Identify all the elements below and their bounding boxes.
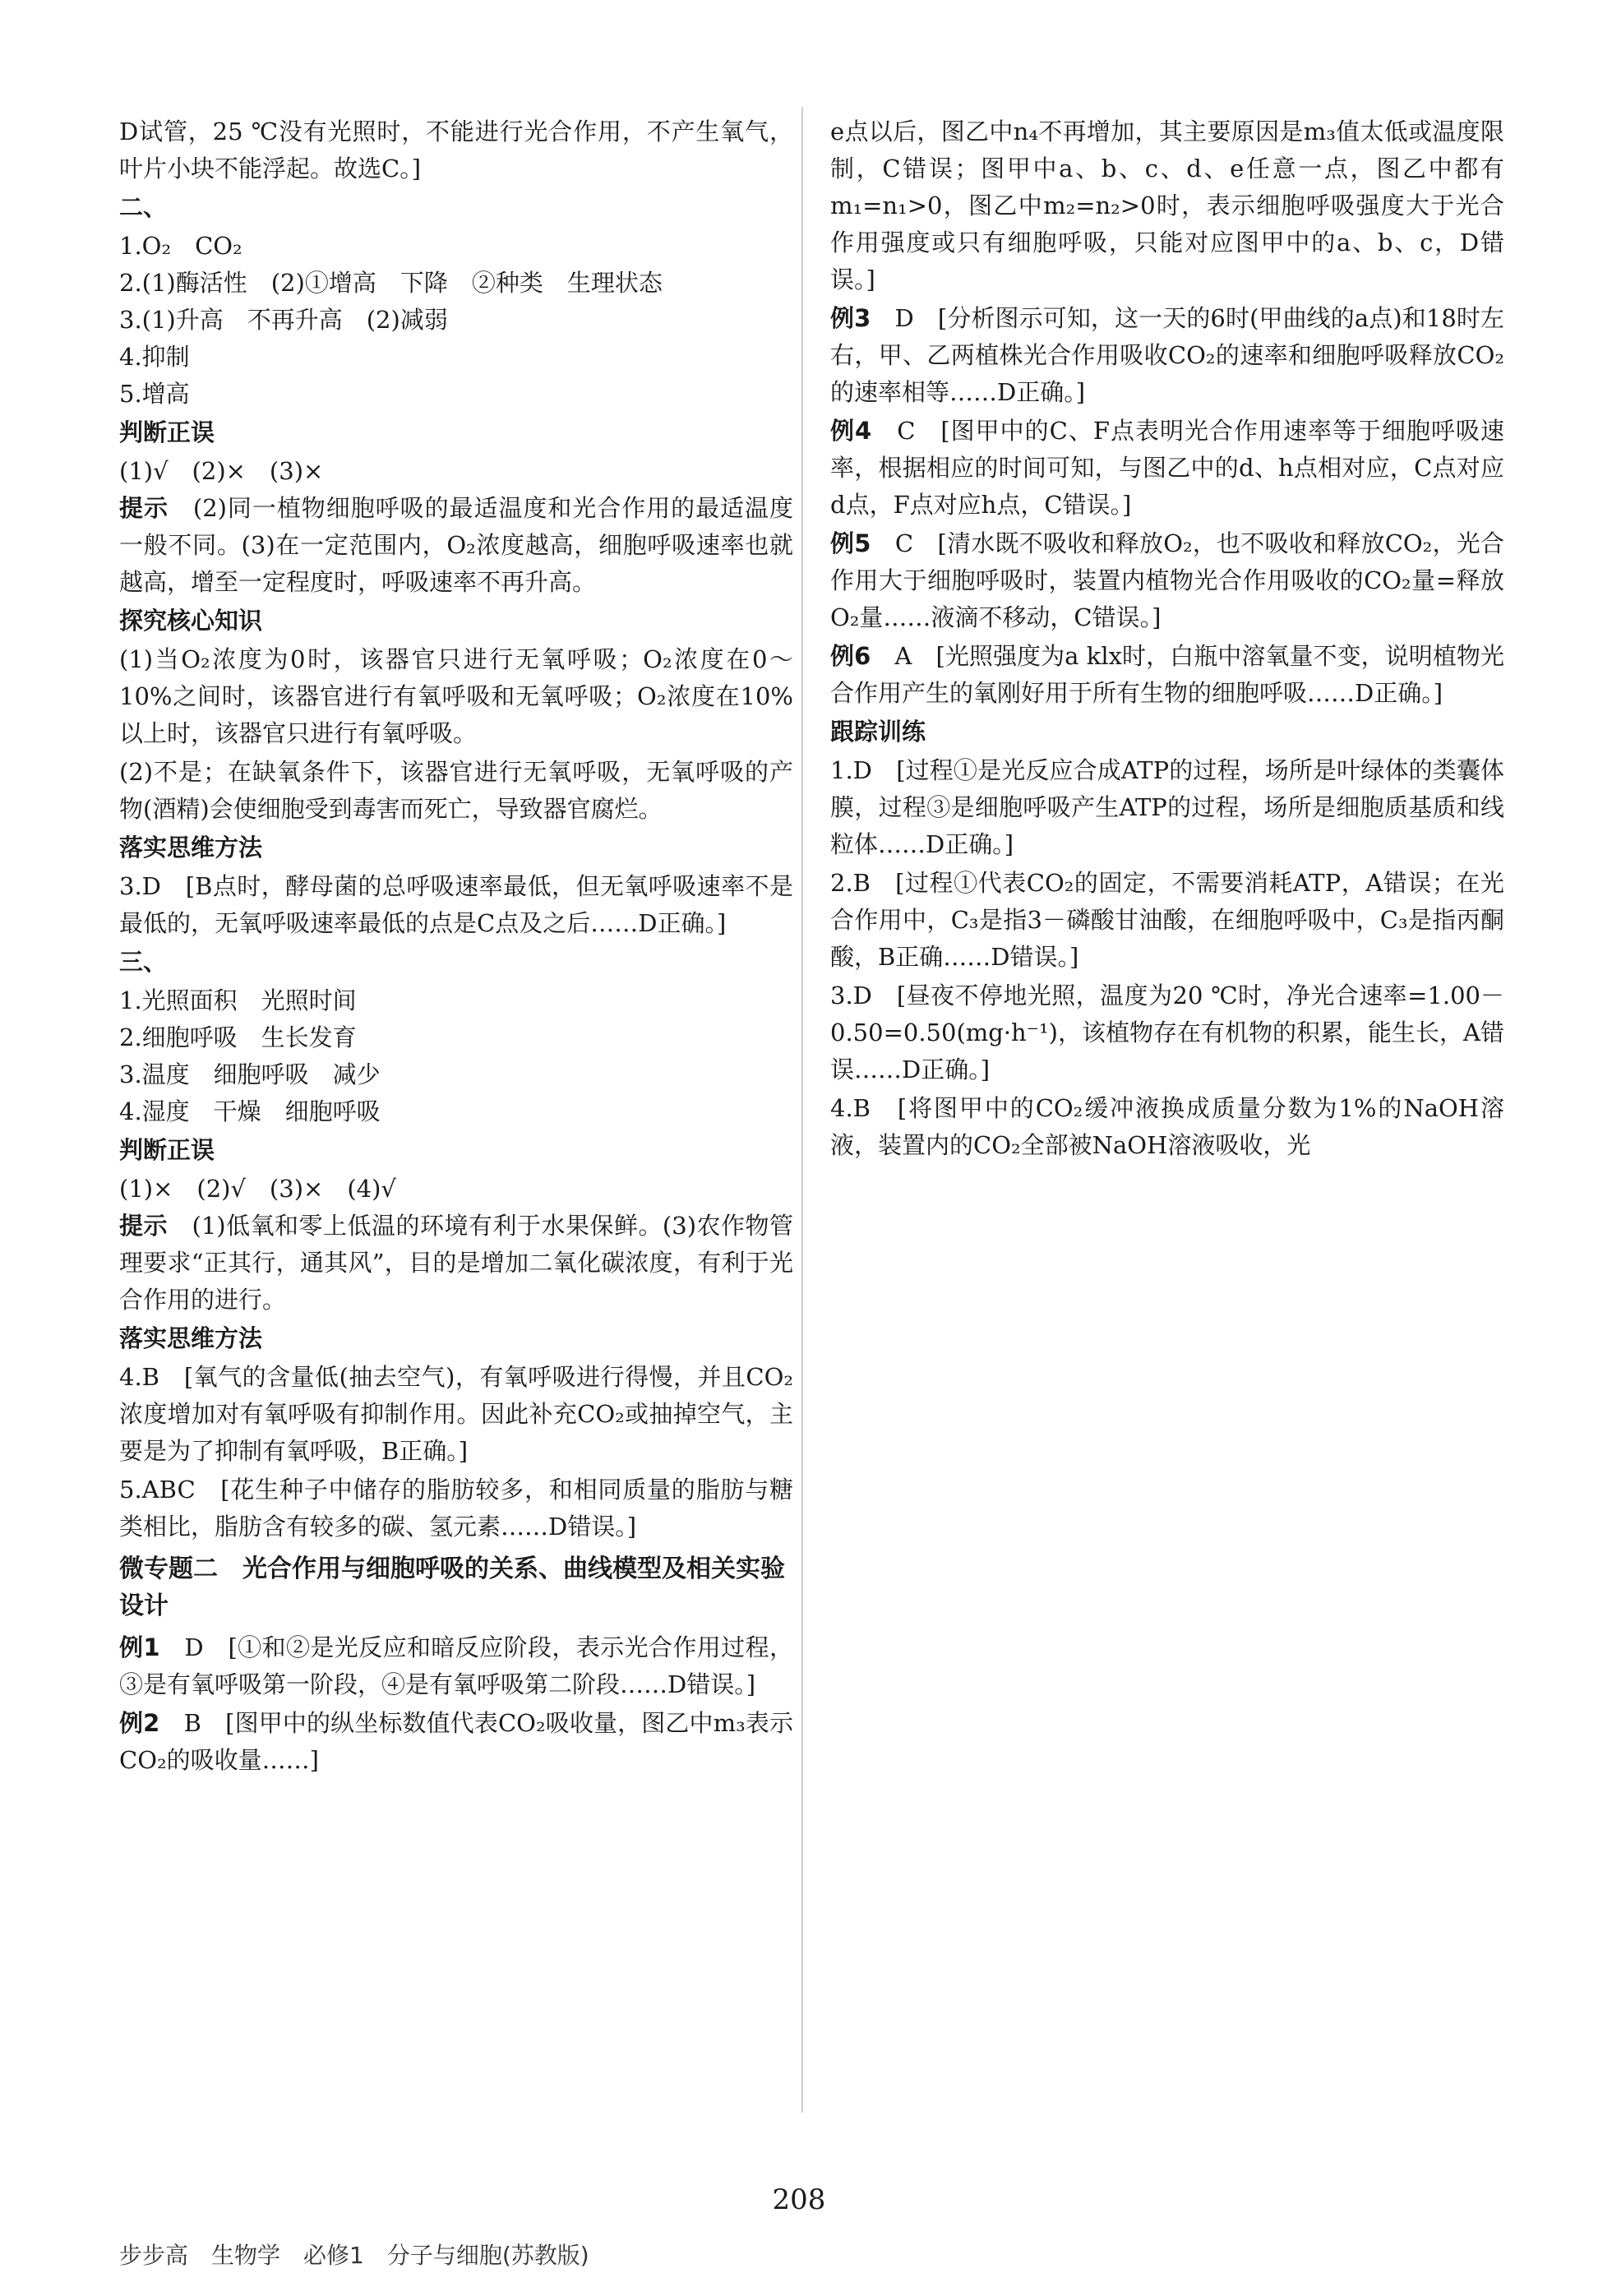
sec2-item-2: 2.(1)酶活性 (2)①增高 下降 ②种类 生理状态 xyxy=(119,269,663,297)
right-column xyxy=(830,113,1504,1166)
example-1 xyxy=(119,1629,793,1703)
tracking-answer-4: 4.B [将图甲中的CO₂缓冲液换成质量分数为1%的NaOH溶液，装置内的CO₂全部被NaOH溶液吸收，光 xyxy=(830,1094,1504,1159)
core-knowledge-1: (1)当O₂浓度为0时，该器官只进行无氧呼吸；O₂浓度在0～10%之间时，该器官进行有氧呼吸和无氧呼吸；O₂浓度在10%以上时，该器官只进行有氧呼吸。 xyxy=(119,645,793,747)
tracking-heading: 跟踪训练 xyxy=(830,718,926,746)
method-answer-4: 4.B [氧气的含量低(抽去空气)，有氧呼吸进行得慢，并且CO₂浓度增加对有氧呼吸有抑制作用。因此补充CO₂或抽掉空气，主要是为了抑制有氧呼吸，B正确。] xyxy=(119,1363,793,1465)
right-top-paragraph: e点以后，图乙中n₄不再增加，其主要原因是m₃值太低或温度限制，C错误；图甲中a、b、c、d、e任意一点，图乙中都有m₁=n₁>0，图乙中m₂=n₂>0时，表示细胞呼吸强度大于光合作用强度或只有细胞呼吸，只能对应图甲中的a、b、c，D错误。] xyxy=(830,118,1504,293)
example-4-text: C [图甲中的C、F点表明光合作用速率等于细胞呼吸速率，根据相应的时间可知，与图乙中的d、h点相对应，C点对应d点，F点对应h点，C错误。] xyxy=(830,417,1504,519)
example-2-text: B [图甲中的纵坐标数值代表CO₂吸收量，图乙中m₃表示CO₂的吸收量……] xyxy=(119,1709,793,1774)
example-2-label: 例2 xyxy=(119,1709,160,1737)
sec3-item-1: 1.光照面积 光照时间 xyxy=(119,986,357,1014)
hint-text-2: (1)低氧和零上低温的环境有利于水果保鲜。(3)农作物管理要求“正其行，通其风”，目的是增加二氧化碳浓度，有利于光合作用的进行。 xyxy=(119,1212,793,1314)
judge-heading-1: 判断正误 xyxy=(119,418,215,446)
hint-2 xyxy=(119,1208,793,1319)
sec2-item-1: 1.O₂ CO₂ xyxy=(119,232,242,260)
method-heading-2: 落实思维方法 xyxy=(119,1324,263,1352)
example-1-label: 例1 xyxy=(119,1633,160,1661)
example-4-label: 例4 xyxy=(830,417,872,445)
sec3-item-2: 2.细胞呼吸 生长发育 xyxy=(119,1023,357,1051)
sec3-item-4: 4.湿度 干燥 细胞呼吸 xyxy=(119,1097,381,1125)
judge-answers-2: (1)× (2)√ (3)× (4)√ xyxy=(119,1175,396,1203)
left-column xyxy=(119,113,793,1781)
example-3-text: D [分析图示可知，这一天的6时(甲曲线的a点)和18时左右，甲、乙两植株光合作用吸收CO₂的速率和细胞呼吸释放CO₂的速率相等……D正确。] xyxy=(830,304,1504,406)
left-top-paragraph: D试管，25 ℃没有光照时，不能进行光合作用，不产生氧气，叶片小块不能浮起。故选C。] xyxy=(119,118,793,182)
judge-heading-2: 判断正误 xyxy=(119,1136,215,1164)
book-footer: 步步高 生物学 必修1 分子与细胞(苏教版) xyxy=(119,2242,589,2269)
example-5-label: 例5 xyxy=(830,529,871,557)
hint-text-1: (2)同一植物细胞呼吸的最适温度和光合作用的最适温度一般不同。(3)在一定范围内，O₂浓度越高，细胞呼吸速率也就越高，增至一定程度时，呼吸速率不再升高。 xyxy=(119,494,793,596)
core-knowledge-2: (2)不是；在缺氧条件下，该器官进行无氧呼吸，无氧呼吸的产物(酒精)会使细胞受到毒害而死亡，导致器官腐烂。 xyxy=(119,758,793,823)
sec3-item-3: 3.温度 细胞呼吸 减少 xyxy=(119,1060,381,1088)
method-answer-3: 3.D [B点时，酵母菌的总呼吸速率最低，但无氧呼吸速率不是最低的，无氧呼吸速率最低的点是C点及之后……D正确。] xyxy=(119,872,793,937)
example-6-label: 例6 xyxy=(830,642,871,670)
section-3-heading: 三、 xyxy=(119,948,168,976)
example-3 xyxy=(830,300,1504,411)
example-4 xyxy=(830,413,1504,524)
example-1-text: D [①和②是光反应和暗反应阶段，表示光合作用过程，③是有氧呼吸第一阶段，④是有氧呼吸第二阶段……D错误。] xyxy=(119,1633,793,1698)
example-5 xyxy=(830,525,1504,636)
page-number: 208 xyxy=(772,2183,826,2216)
hint-1 xyxy=(119,490,793,601)
example-6-text: A [光照强度为a klx时，白瓶中溶氧量不变，说明植物光合作用产生的氧刚好用于所有生物的细胞呼吸……D正确。] xyxy=(830,642,1504,707)
hint-label-1: 提示 xyxy=(119,494,169,522)
sec2-item-3: 3.(1)升高 不再升高 (2)减弱 xyxy=(119,306,448,334)
example-6 xyxy=(830,638,1504,712)
sec2-item-5: 5.增高 xyxy=(119,380,190,408)
example-5-text: C [清水既不吸收和释放O₂，也不吸收和释放CO₂，光合作用大于细胞呼吸时，装置内植物光合作用吸收的CO₂量=释放O₂量……液滴不移动，C错误。] xyxy=(830,529,1504,631)
sec2-item-4: 4.抑制 xyxy=(119,343,190,371)
method-heading-1: 落实思维方法 xyxy=(119,834,263,862)
section-2-heading: 二、 xyxy=(119,193,168,221)
example-3-label: 例3 xyxy=(830,304,871,332)
micro-topic-heading: 微专题二 光合作用与细胞呼吸的关系、曲线模型及相关实验设计 xyxy=(119,1555,785,1620)
tracking-answer-3: 3.D [昼夜不停地光照，温度为20 ℃时，净光合速率=1.00－0.50=0.50(mg·h⁻¹)，该植物存在有机物的积累，能生长，A错误……D正确。] xyxy=(830,982,1504,1083)
method-answer-5: 5.ABC [花生种子中储存的脂肪较多，和相同质量的脂肪与糖类相比，脂肪含有较多的碳、氢元素……D错误。] xyxy=(119,1476,793,1541)
core-knowledge-heading: 探究核心知识 xyxy=(119,607,263,635)
hint-label-2: 提示 xyxy=(119,1212,168,1240)
column-divider xyxy=(801,107,803,2113)
judge-answers-1: (1)√ (2)× (3)× xyxy=(119,457,324,485)
tracking-answer-2: 2.B [过程①代表CO₂的固定，不需要消耗ATP，A错误；在光合作用中，C₃是指3－磷酸甘油酸，在细胞呼吸中，C₃是指丙酮酸，B正确……D错误。] xyxy=(830,869,1504,971)
tracking-answer-1: 1.D [过程①是光反应合成ATP的过程，场所是叶绿体的类囊体膜，过程③是细胞呼吸产生ATP的过程，场所是细胞质基质和线粒体……D正确。] xyxy=(830,756,1504,858)
example-2 xyxy=(119,1705,793,1779)
